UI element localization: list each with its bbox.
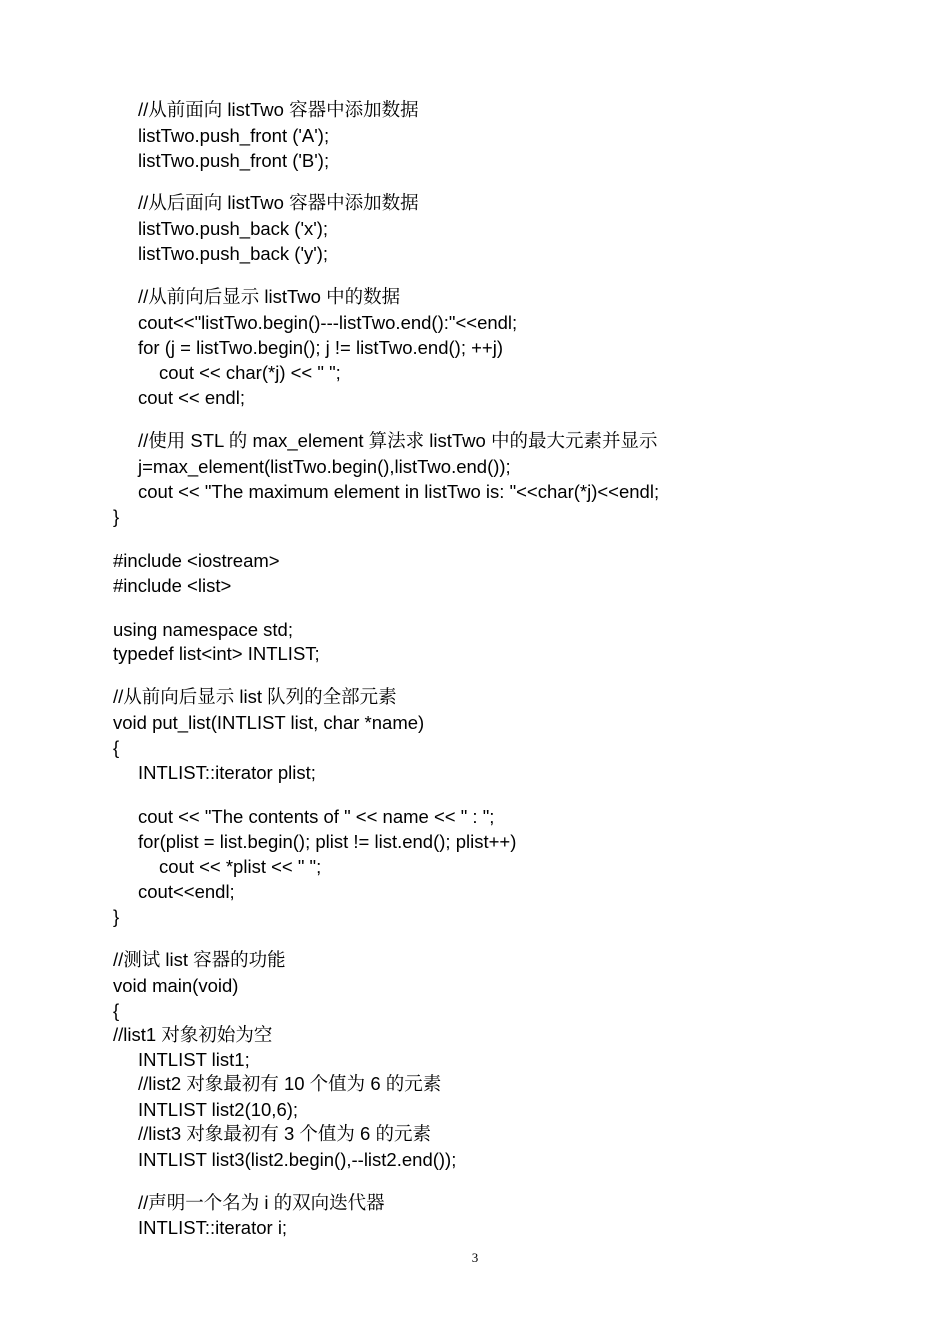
code-line: cout<<endl; (138, 881, 235, 902)
code-line: //声明一个名为 i 的双向迭代器 (138, 1192, 385, 1213)
code-line: cout << "The maximum element in listTwo is: "<<char(*j)<<endl; (138, 481, 660, 502)
code-line: //从前向后显示 list 队列的全部元素 (113, 686, 397, 707)
code-line: #include <iostream> (113, 550, 280, 571)
page-number: 3 (471, 1250, 479, 1265)
code-line: listTwo.push_front ('B'); (138, 150, 330, 171)
code-line: INTLIST list2(10,6); (138, 1099, 299, 1120)
code-line: cout << char(*j) << " "; (159, 362, 341, 383)
code-line: j=max_element(listTwo.begin(),listTwo.end()); (138, 456, 511, 477)
code-line: } (113, 906, 120, 927)
code-line: //从后面向 listTwo 容器中添加数据 (138, 192, 419, 213)
code-line: //list2 对象最初有 10 个值为 6 的元素 (138, 1073, 442, 1094)
code-line: #include <list> (113, 575, 232, 596)
code-line: //list3 对象最初有 3 个值为 6 的元素 (138, 1123, 431, 1144)
code-line: listTwo.push_back ('y'); (138, 243, 329, 264)
code-line: using namespace std; (113, 619, 293, 640)
code-line: //从前向后显示 listTwo 中的数据 (138, 286, 401, 307)
code-line: //测试 list 容器的功能 (113, 949, 286, 970)
code-line: //list1 对象初始为空 (113, 1024, 273, 1045)
code-line: for(plist = list.begin(); plist != list.end(); plist++) (138, 831, 517, 852)
code-line: cout<<"listTwo.begin()---listTwo.end():"<<endl; (138, 312, 518, 333)
code-line: listTwo.push_front ('A'); (138, 125, 330, 146)
code-line: INTLIST::iterator plist; (138, 762, 316, 783)
code-line: //使用 STL 的 max_element 算法求 listTwo 中的最大元素并显示 (138, 430, 658, 451)
code-line: INTLIST::iterator i; (138, 1217, 288, 1238)
code-line: { (113, 1000, 120, 1021)
code-line: cout << endl; (138, 387, 245, 408)
code-line: for (j = listTwo.begin(); j != listTwo.end(); ++j) (138, 337, 503, 358)
code-line: cout << *plist << " "; (159, 856, 322, 877)
code-line: { (113, 737, 120, 758)
code-line: //从前面向 listTwo 容器中添加数据 (138, 99, 419, 120)
code-line: } (113, 506, 120, 527)
code-line: void main(void) (113, 975, 239, 996)
code-line: typedef list<int> INTLIST; (113, 643, 320, 664)
code-line: INTLIST list3(list2.begin(),--list2.end()); (138, 1149, 457, 1170)
code-line: INTLIST list1; (138, 1049, 250, 1070)
code-line: cout << "The contents of " << name << " : "; (138, 806, 495, 827)
code-line: void put_list(INTLIST list, char *name) (113, 712, 425, 733)
code-line: listTwo.push_back ('x'); (138, 218, 329, 239)
